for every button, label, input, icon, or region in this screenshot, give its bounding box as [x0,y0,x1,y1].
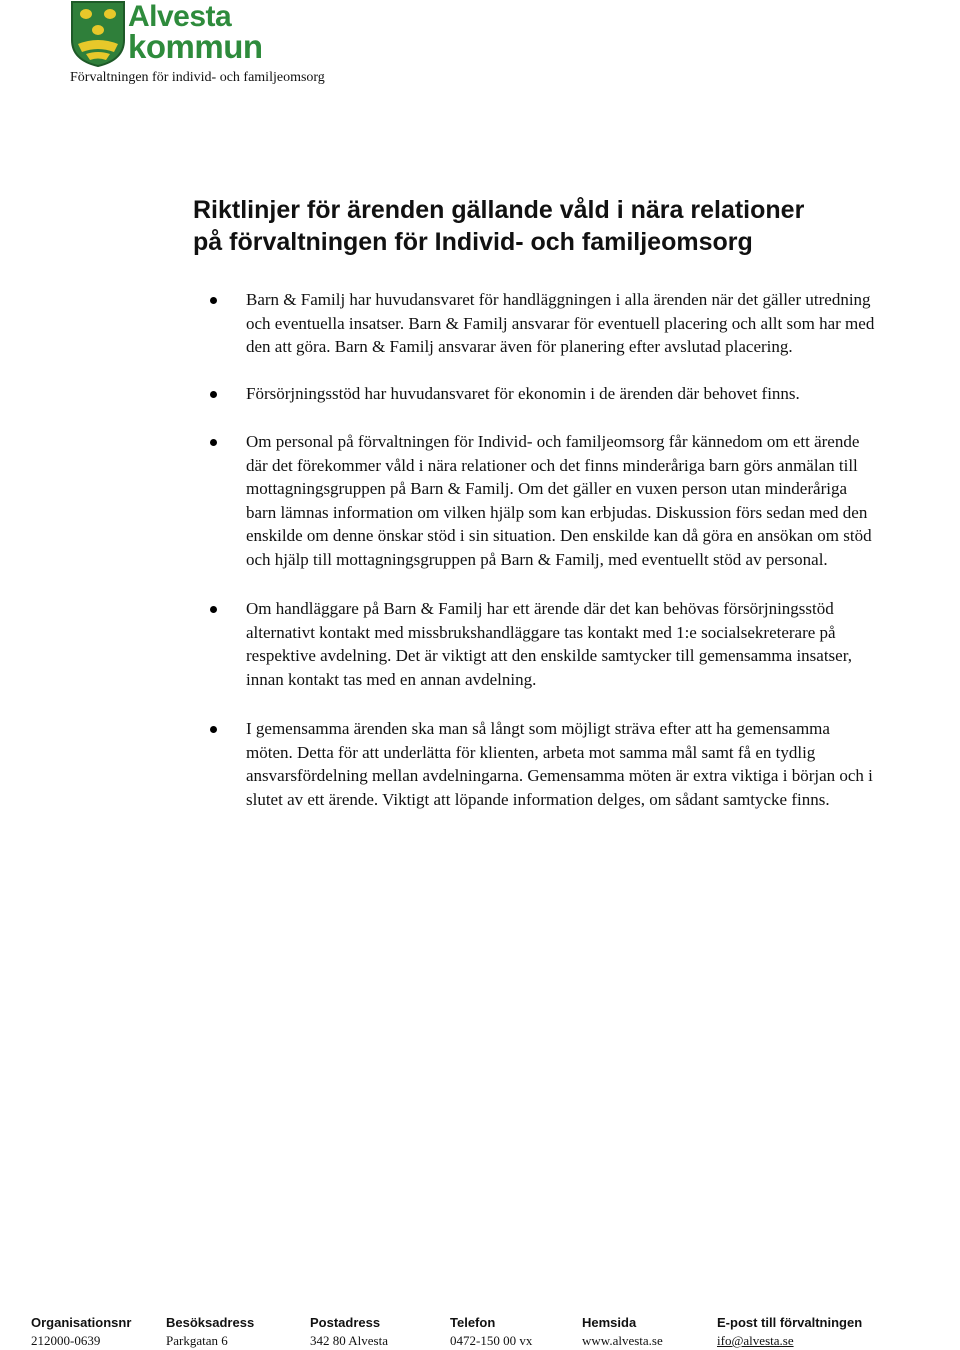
list-item [246,382,876,406]
footer-label: Postadress [310,1315,381,1330]
footer-label: Besöksadress [166,1315,255,1330]
bullet-icon [210,606,217,613]
bullet-icon [210,439,217,446]
logo-wordmark-line1: Alvesta [128,0,232,33]
bullet-icon [210,297,217,304]
footer-website [582,1315,663,1349]
logo [70,0,263,70]
footer-label: Hemsida [582,1315,637,1330]
title-line-2: på förvaltningen för Individ- och familjeomsorg [193,228,753,256]
footer-email [717,1315,862,1349]
bullet-icon [210,726,217,733]
list-item-text: Om handläggare på Barn & Familj har ett ärende där det kan behövas försörjningsstöd alternativt kontakt med missbrukshandläggare tas kontakt med 1:e socialsekreterare på respektive avdelning. Det är viktigt att den enskilde samtycker till gemensamma insatser, innan kontakt tas med en annan avdelning. [246,599,852,689]
footer-label: Telefon [450,1315,496,1330]
footer-value: 0472-150 00 vx [450,1333,533,1348]
municipal-crest-icon [70,0,126,68]
footer-label: Organisationsnr [31,1315,132,1330]
footer-value: 212000-0639 [31,1333,101,1348]
list-item [246,597,876,691]
list-item-text: Barn & Familj har huvudansvaret för handläggningen i alla ärenden när det gäller utredning och eventuella insatser. Barn & Familj ansvarar för eventuell placering och allt som har med den att göra. Barn & Familj ansvarar även för planering efter avslutad placering. [246,290,875,356]
guideline-list [0,288,960,811]
list-item-text: Om personal på förvaltningen för Individ- och familjeomsorg får kännedom om ett ärende där det förekommer våld i nära relationer och det finns minderåriga barn görs anmälan till mottagningsgruppen på Barn & Familj. Om det gäller en vuxen person utan minderåriga barn lämnas information om vilken hjälp som kan erbjudas. Diskussion förs sedan med den enskilde om denne önskar stöd i sin situation. Den enskilde kan då göra en ansökan om stöd och hjälp till mottagningsgruppen på Barn & Familj, med eventuellt stöd av personal. [246,432,872,569]
document-title [193,194,913,258]
footer-postal-address [310,1315,388,1349]
footer-org-number [31,1315,131,1349]
list-item-text: Försörjningsstöd har huvudansvaret för ekonomin i de ärenden där behovet finns. [246,383,800,403]
list-item [246,717,876,811]
list-item [246,288,876,359]
footer-visit-address [166,1315,254,1349]
email-link[interactable]: ifo@alvesta.se [717,1333,794,1348]
list-item-text: I gemensamma ärenden ska man så långt som möjligt sträva efter att ha gemensamma möten. Detta för att underlätta för klienten, arbeta mot samma mål samt få en tydlig ansvarsfördelning mellan avdelningarna. Gemensamma möten är extra viktiga i början och i slutet av ett ärende. Viktigt att löpande information delges, om sådant samtycke finns. [246,719,873,809]
title-line-1: Riktlinjer för ärenden gällande våld i nära relationer [193,196,805,224]
bullet-icon [210,391,217,398]
footer-value: www.alvesta.se [582,1333,663,1348]
list-item [246,430,876,571]
footer-value: 342 80 Alvesta [310,1333,388,1348]
footer-value: Parkgatan 6 [166,1333,228,1348]
footer-label: E-post till förvaltningen [717,1315,863,1330]
department-subtitle: Förvaltningen för individ- och familjeomsorg [70,70,325,85]
footer-phone [450,1315,532,1349]
logo-wordmark-line2: kommun [128,28,263,65]
